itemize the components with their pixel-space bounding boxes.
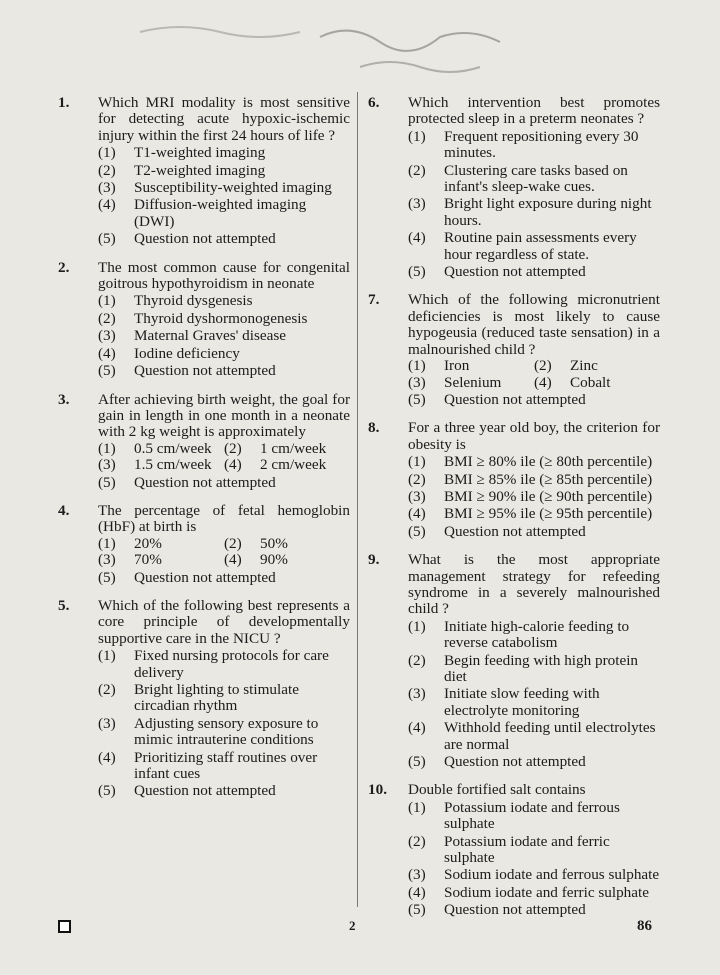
- option-text: Potassium iodate and ferric sulphate: [444, 832, 610, 867]
- answer-option: [224, 441, 350, 457]
- option-text: Question not attempted: [134, 230, 276, 248]
- option-number: (1): [408, 798, 426, 816]
- question-number: 1.: [58, 94, 70, 111]
- question-stem: What is the most appropriate management strategy for refeeding syndrome in a severely malnourished child ?: [408, 551, 660, 618]
- option-number: (3): [408, 195, 426, 213]
- option-text: Question not attempted: [134, 568, 276, 586]
- option-row: [408, 375, 660, 391]
- option-number: (2): [98, 309, 116, 327]
- question-1: [58, 95, 350, 248]
- option-text: Adjusting sensory exposure to mimic intrauterine conditions: [134, 714, 319, 749]
- option-number: (4): [98, 748, 116, 766]
- question-number: 6.: [368, 94, 380, 111]
- question-number: 3.: [58, 390, 70, 408]
- option-number: (3): [408, 487, 426, 505]
- option-number: (4): [408, 719, 426, 737]
- option-text: Thyroid dysgenesis: [134, 292, 253, 310]
- option-text: Question not attempted: [134, 362, 276, 380]
- option-text: Iodine deficiency: [134, 344, 240, 362]
- answer-option: [98, 180, 350, 196]
- answer-option: [408, 489, 660, 505]
- question-number: 4.: [58, 501, 70, 519]
- option-number: (4): [408, 505, 426, 523]
- option-number: (1): [408, 453, 426, 471]
- answer-option: [224, 457, 350, 473]
- option-text: Frequent repositioning every 30 minutes.: [444, 127, 639, 162]
- question-stem: The percentage of fetal hemoglobin (HbF) at birth is: [98, 501, 350, 536]
- question-stem: After achieving birth weight, the goal for gain in length in one month in a neonate with 2 kg weight is approximately: [98, 390, 350, 441]
- answer-option: [98, 570, 350, 586]
- question-8: [368, 420, 660, 540]
- option-number: (2): [408, 161, 426, 179]
- question-number: 10.: [368, 781, 387, 799]
- page-number: 2: [349, 918, 356, 933]
- option-number: (5): [408, 390, 426, 408]
- answer-option: [224, 552, 350, 568]
- option-number: (4): [534, 373, 552, 391]
- answer-option: [98, 293, 350, 309]
- answer-option: [98, 750, 350, 783]
- answer-option: [224, 536, 350, 552]
- option-text: Question not attempted: [444, 263, 586, 281]
- answer-option: [408, 867, 660, 883]
- option-number: (5): [98, 568, 116, 586]
- option-text: Initiate high-calorie feeding to reverse catabolism: [444, 617, 630, 652]
- question-stem: Which MRI modality is most sensitive for detecting acute hypoxic-ischemic injury within the first 24 hours of life ?: [98, 94, 350, 144]
- option-number: (3): [98, 179, 116, 197]
- answer-option: [408, 129, 660, 162]
- answer-option: [534, 375, 660, 391]
- option-number: (5): [408, 753, 426, 771]
- answer-option: [98, 552, 224, 568]
- option-text: Question not attempted: [134, 782, 276, 800]
- answer-option: [408, 800, 660, 833]
- option-text: Withhold feeding until electrolytes are normal: [444, 719, 656, 753]
- option-number: (3): [408, 685, 426, 703]
- option-number: (2): [408, 832, 426, 850]
- answer-option: [408, 163, 660, 196]
- answer-option: [534, 358, 660, 374]
- option-text: Sodium iodate and ferric sulphate: [444, 883, 649, 901]
- option-number: (3): [408, 866, 426, 884]
- answer-option: [408, 472, 660, 488]
- option-text: Maternal Graves' disease: [134, 327, 287, 345]
- option-number: (2): [408, 470, 426, 488]
- corner-square-mark: [58, 920, 71, 933]
- option-text: BMI ≥ 90% ile (≥ 90th percentile): [444, 487, 653, 505]
- option-number: (4): [408, 883, 426, 901]
- answer-option: [98, 346, 350, 362]
- question-3: [58, 392, 350, 491]
- question-stem: Double fortified salt contains: [408, 781, 586, 799]
- answer-option: [408, 653, 660, 686]
- option-number: (2): [98, 681, 116, 698]
- answer-option: [98, 363, 350, 379]
- option-text: T2-weighted imaging: [134, 161, 266, 179]
- option-text: Iron: [444, 357, 470, 375]
- option-number: (5): [98, 782, 116, 800]
- option-text: Sodium iodate and ferrous sulphate: [444, 866, 660, 884]
- option-row: [98, 441, 350, 457]
- option-number: (4): [98, 344, 116, 362]
- question-4: [58, 503, 350, 586]
- option-text: Diffusion-weighted imaging (DWI): [134, 196, 307, 230]
- option-text: 90%: [260, 551, 288, 569]
- answer-option: [98, 441, 224, 457]
- option-text: Bright light exposure during night hours.: [444, 195, 652, 229]
- option-number: (4): [98, 196, 116, 214]
- option-number: (4): [224, 456, 242, 474]
- option-text: Question not attempted: [444, 753, 586, 771]
- question-number: 9.: [368, 551, 380, 569]
- option-number: (1): [98, 534, 116, 552]
- answer-option: [408, 885, 660, 901]
- option-number: (3): [98, 714, 116, 732]
- option-text: Question not attempted: [134, 473, 276, 491]
- question-number: 2.: [58, 258, 70, 276]
- answer-option: [98, 536, 224, 552]
- option-number: (3): [408, 373, 426, 391]
- answer-option: [408, 686, 660, 719]
- option-number: (1): [98, 439, 116, 457]
- option-number: (2): [98, 161, 116, 179]
- answer-option: [408, 619, 660, 652]
- option-text: Question not attempted: [444, 390, 586, 408]
- option-text: BMI ≥ 80% ile (≥ 80th percentile): [444, 453, 653, 471]
- question-9: [368, 552, 660, 770]
- question-number: 8.: [368, 419, 380, 437]
- question-2: [58, 260, 350, 380]
- option-text: Question not attempted: [444, 901, 586, 919]
- option-number: (2): [408, 651, 426, 669]
- option-number: (1): [98, 144, 116, 162]
- question-10: [368, 782, 660, 918]
- answer-option: [408, 754, 660, 770]
- question-7: [368, 292, 660, 408]
- answer-option: [98, 328, 350, 344]
- question-number: 5.: [58, 596, 70, 614]
- option-text: 70%: [134, 551, 162, 569]
- option-text: Question not attempted: [444, 522, 586, 540]
- option-number: (1): [408, 357, 426, 375]
- answer-option: [408, 524, 660, 540]
- option-text: 1 cm/week: [260, 439, 327, 457]
- answer-option: [408, 196, 660, 229]
- option-text: 1.5 cm/week: [134, 456, 212, 474]
- option-text: Thyroid dyshormonogenesis: [134, 309, 308, 327]
- option-number: (3): [98, 456, 116, 474]
- answer-option: [408, 264, 660, 280]
- option-text: 50%: [260, 534, 288, 552]
- answer-option: [98, 783, 350, 799]
- option-text: 20%: [134, 534, 162, 552]
- option-text: Bright lighting to stimulate circadian rhythm: [134, 681, 299, 715]
- answer-option: [98, 716, 350, 749]
- column-divider: [357, 92, 358, 907]
- option-row: [98, 536, 350, 552]
- answer-option: [98, 311, 350, 327]
- option-number: (5): [98, 473, 116, 491]
- option-number: (2): [534, 357, 552, 375]
- answer-option: [98, 197, 350, 230]
- question-stem: Which of the following best represents a core principle of developmentally supportive care in the NICU ?: [98, 596, 350, 647]
- answer-option: [408, 358, 534, 374]
- option-text: Selenium: [444, 373, 502, 391]
- option-text: Fixed nursing protocols for care delivery: [134, 647, 329, 681]
- answer-option: [98, 682, 350, 715]
- option-number: (5): [408, 522, 426, 540]
- option-number: (4): [224, 551, 242, 569]
- option-number: (5): [98, 362, 116, 380]
- handwritten-scribble: [120, 12, 580, 82]
- option-row: [408, 358, 660, 374]
- left-column: [58, 95, 350, 812]
- answer-option: [98, 163, 350, 179]
- question-5: [58, 598, 350, 800]
- question-stem: The most common cause for congenital goitrous hypothyroidism in neonate: [98, 258, 350, 293]
- option-number: (5): [408, 901, 426, 919]
- question-number: 7.: [368, 291, 380, 309]
- option-number: (3): [98, 327, 116, 345]
- option-text: BMI ≥ 85% ile (≥ 85th percentile): [444, 470, 653, 488]
- option-text: 0.5 cm/week: [134, 439, 212, 457]
- option-number: (2): [224, 534, 242, 552]
- answer-option: [408, 454, 660, 470]
- option-text: BMI ≥ 95% ile (≥ 95th percentile): [444, 505, 653, 523]
- answer-option: [408, 392, 660, 408]
- option-number: (5): [98, 230, 116, 248]
- answer-option: [98, 457, 224, 473]
- answer-option: [98, 145, 350, 161]
- option-text: Initiate slow feeding with electrolyte monitoring: [444, 685, 600, 719]
- option-text: 2 cm/week: [260, 456, 327, 474]
- question-stem: For a three year old boy, the criterion for obesity is: [408, 419, 660, 453]
- answer-option: [408, 506, 660, 522]
- booklet-code: 86: [637, 918, 652, 934]
- answer-option: [408, 902, 660, 918]
- right-column: [368, 95, 660, 931]
- answer-option: [98, 231, 350, 247]
- question-6: [368, 95, 660, 280]
- option-number: (3): [98, 551, 116, 569]
- option-number: (1): [98, 647, 116, 665]
- answer-option: [408, 834, 660, 867]
- option-text: T1-weighted imaging: [134, 144, 266, 162]
- option-number: (1): [98, 292, 116, 310]
- option-row: [98, 457, 350, 473]
- answer-option: [408, 720, 660, 753]
- question-stem: Which of the following micronutrient deficiencies is most likely to cause hypogeusia (reduced taste sensation) in a malnourished child ?: [408, 291, 660, 358]
- option-text: Zinc: [570, 357, 598, 375]
- option-number: (5): [408, 263, 426, 281]
- option-number: (1): [408, 617, 426, 635]
- option-row: [98, 552, 350, 568]
- option-text: Clustering care tasks based on infant's sleep-wake cues.: [444, 161, 628, 196]
- option-number: (4): [408, 229, 426, 247]
- option-text: Begin feeding with high protein diet: [444, 651, 639, 685]
- option-text: Prioritizing staff routines over infant cues: [134, 748, 318, 783]
- option-text: Cobalt: [570, 373, 611, 391]
- answer-option: [98, 475, 350, 491]
- option-number: (1): [408, 127, 426, 145]
- answer-option: [408, 375, 534, 391]
- option-text: Potassium iodate and ferrous sulphate: [444, 798, 620, 833]
- question-stem: Which intervention best promotes protected sleep in a preterm neonates ?: [408, 94, 660, 128]
- option-number: (2): [224, 439, 242, 457]
- answer-option: [98, 648, 350, 681]
- option-text: Susceptibility-weighted imaging: [134, 179, 332, 197]
- answer-option: [408, 230, 660, 263]
- option-text: Routine pain assessments every hour regardless of state.: [444, 229, 637, 263]
